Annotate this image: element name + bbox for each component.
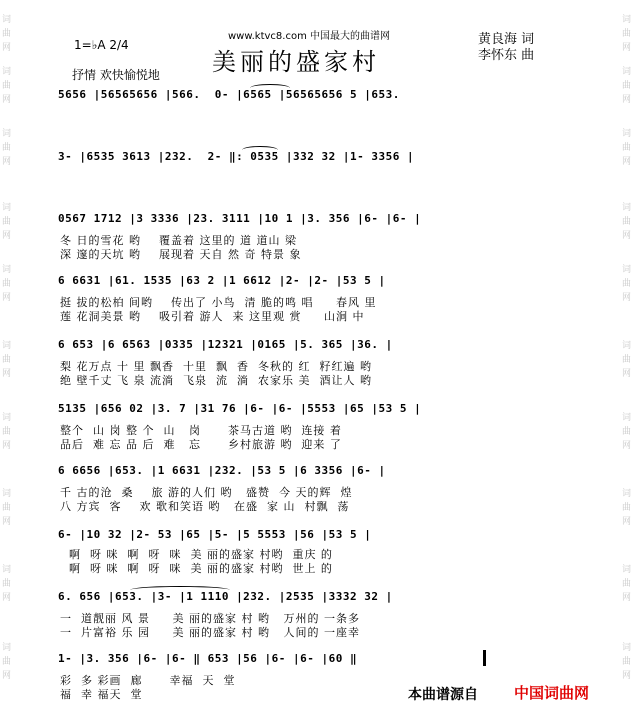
watermark-char: 曲 [2,427,12,437]
watermark-char: 网 [622,517,632,527]
notation-line: 6. 656 |653. |3- |1 1110 |232. |2535 |3332 32 | [58,590,393,603]
watermark-char: 曲 [622,81,632,91]
watermark-char: 网 [622,593,632,603]
watermark-char: 曲 [622,579,632,589]
lyric-line-verse-2: 啊 呀 咪 啊 呀 咪 美 丽的盛家 村哟 世上 的 [60,562,333,575]
lyric-line-verse-1: 彩 多 彩画 廊 幸福 天 堂 [60,674,236,687]
watermark-char: 词 [2,203,12,213]
watermark-char: 曲 [622,657,632,667]
watermark-char: 网 [2,95,12,105]
lyric-line-verse-2: 八 方宾 客 欢 歌和笑语 哟 在盛 家 山 村飘 荡 [60,500,350,513]
watermark-char: 曲 [622,279,632,289]
watermark-char: 曲 [622,143,632,153]
watermark-char: 网 [2,157,12,167]
watermark-char: 网 [622,369,632,379]
watermark-char: 网 [622,43,632,53]
watermark-char: 网 [622,231,632,241]
watermark-char: 词 [2,489,12,499]
notation-line: 6 653 |6 6563 |0335 |12321 |0165 |5. 365 |36. | [58,338,393,351]
watermark-char: 网 [622,671,632,681]
lyric-line-verse-1: 整个 山 岗 整 个 山 岗 茶马古道 哟 连接 着 [60,424,342,437]
watermark-char: 曲 [622,29,632,39]
watermark-char: 词 [622,129,632,139]
watermark-char: 网 [622,293,632,303]
tempo-mark: 抒情 欢快愉悦地 [72,68,160,82]
watermark-char: 词 [2,67,12,77]
watermark-char: 词 [622,413,632,423]
final-barline [483,650,486,666]
right-watermark [622,0,636,728]
notation-line: 6 6656 |653. |1 6631 |232. |53 5 |6 3356 |6- | [58,464,386,477]
watermark-char: 词 [622,265,632,275]
watermark-char: 曲 [622,355,632,365]
watermark-char: 曲 [2,579,12,589]
watermark-char: 曲 [2,657,12,667]
lyric-line-verse-1: 冬 日的雪花 哟 覆盖着 这里的 道 道山 梁 [60,234,297,247]
watermark-char: 曲 [2,355,12,365]
lyric-line-verse-1: 挺 拔的松柏 间哟 传出了 小鸟 清 脆的鸣 唱 春风 里 [60,296,377,309]
watermark-char: 词 [622,67,632,77]
watermark-char: 网 [2,517,12,527]
watermark-char: 词 [2,413,12,423]
slur-mark [242,146,278,154]
notation-line: 3- |6535 3613 |232. 2- ‖: 0535 |332 32 |1- 3356 | [58,150,415,163]
lyric-line-verse-1: 啊 呀 咪 啊 呀 咪 美 丽的盛家 村哟 重庆 的 [60,548,333,561]
source-text: 本曲谱源自 [408,687,478,703]
watermark-char: 词 [2,15,12,25]
slur-mark [250,84,290,92]
watermark-char: 词 [2,341,12,351]
notation-line: 6- |10 32 |2- 53 |65 |5- |5 5553 |56 |53 5 | [58,528,372,541]
watermark-char: 网 [2,593,12,603]
lyric-line-verse-2: 绝 壁千丈 飞 泉 流淌 飞泉 流 淌 农家乐 美 酒让人 哟 [60,374,372,387]
lyric-line-verse-1: 一 道靓丽 风 景 美 丽的盛家 村 哟 万州的 一条多 [60,612,360,625]
watermark-char: 网 [622,441,632,451]
slur-mark [130,586,230,594]
lyric-line-verse-2: 福 幸 福天 堂 [60,688,143,701]
watermark-char: 网 [2,293,12,303]
watermark-char: 网 [2,231,12,241]
watermark-char: 曲 [2,217,12,227]
notation-line: 5656 |56565656 |566. 0- |6565 |56565656 5 |653. [58,88,400,101]
watermark-char: 网 [2,671,12,681]
watermark-char: 词 [622,643,632,653]
watermark-char: 词 [2,265,12,275]
notation-line: 5135 |656 02 |3. 7 |31 76 |6- |6- |5553 |65 |53 5 | [58,402,422,415]
lyric-line-verse-2: 一 片富裕 乐 园 美 丽的盛家 村 哟 人间的 一座幸 [60,626,360,639]
watermark-char: 网 [2,441,12,451]
notation-line: 1- |3. 356 |6- |6- ‖ 653 |56 |6- |6- |60 ‖ [58,652,358,665]
watermark-char: 词 [622,341,632,351]
watermark-char: 词 [622,565,632,575]
lyric-line-verse-1: 梨 花万点 十 里 飘香 十里 飘 香 冬秋的 红 籽红遍 哟 [60,360,372,373]
site-brand: 中国词曲网 [514,684,590,702]
composer-credit: 李怀东 曲 [478,48,535,63]
watermark-char: 网 [622,157,632,167]
notation-line: 0567 1712 |3 3336 |23. 3111 |10 1 |3. 356 |6- |6- | [58,212,422,225]
key-signature: 1=♭A 2/4 [74,38,129,52]
left-watermark [2,0,16,728]
watermark-char: 网 [2,369,12,379]
watermark-char: 词 [622,15,632,25]
lyricist-credit: 黄良海 词 [478,32,535,47]
watermark-char: 曲 [622,503,632,513]
watermark-char: 网 [2,43,12,53]
watermark-char: 词 [622,489,632,499]
watermark-char: 词 [2,565,12,575]
lyric-line-verse-2: 品后 难 忘 品 后 难 忘 乡村旅游 哟 迎来 了 [60,438,342,451]
watermark-char: 曲 [622,427,632,437]
watermark-char: 曲 [2,81,12,91]
song-title: 美丽的盛家村 [212,48,380,76]
watermark-char: 曲 [2,143,12,153]
lyric-line-verse-1: 千 古的沧 桑 旅 游的人们 哟 盛赞 今 天的辉 煌 [60,486,353,499]
site-url-line: www.ktvc8.com 中国最大的曲谱网 [228,31,391,42]
lyric-line-verse-2: 深 邃的天坑 哟 展现着 天自 然 奇 特景 象 [60,248,302,261]
lyric-line-verse-2: 莲 花洞美景 哟 吸引着 游人 来 这里观 赏 山涧 中 [60,310,365,323]
watermark-char: 词 [622,203,632,213]
watermark-char: 曲 [2,279,12,289]
watermark-char: 词 [2,643,12,653]
watermark-char: 网 [622,95,632,105]
watermark-char: 曲 [622,217,632,227]
watermark-char: 曲 [2,503,12,513]
watermark-char: 词 [2,129,12,139]
notation-line: 6 6631 |61. 1535 |63 2 |1 6612 |2- |2- |53 5 | [58,274,386,287]
watermark-char: 曲 [2,29,12,39]
